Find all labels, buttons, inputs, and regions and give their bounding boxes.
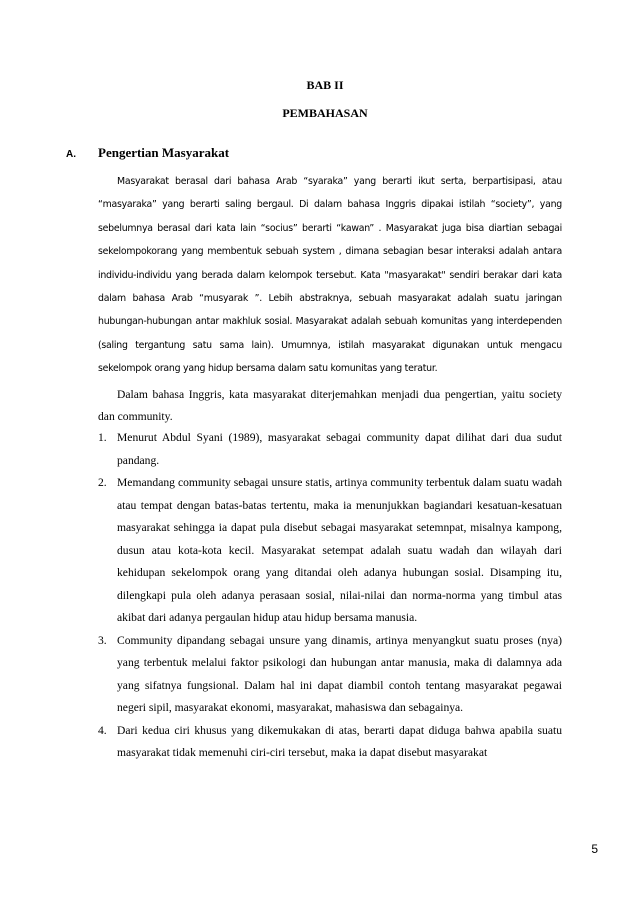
- list-item: [98, 720, 562, 765]
- list-item-text: Menurut Abdul Syani (1989), masyarakat sebagai community dapat dilihat dari dua sudut pandang.: [117, 431, 562, 467]
- numbered-list: [98, 427, 562, 765]
- list-item: [98, 427, 562, 472]
- paragraph-definition: [98, 170, 562, 381]
- section-letter: A.: [66, 149, 76, 160]
- list-item-number: 3.: [98, 633, 107, 647]
- list-item: [98, 630, 562, 720]
- list-item-text: Community dipandang sebagai unsure yang dinamis, artinya menyangkut suatu proses (nya) yang terbentuk melalui faktor psikologi dan hubungan antar manusia, maka di dalamnya ada yang sifatnya fungsional. Dalam hal ini dapat diambil contoh tentang masyarakat pegawai negeri sipil, masyarakat ekonomi, masyarakat, mahasiswa dan sebagainya.: [117, 633, 562, 714]
- list-item-text: Dari kedua ciri khusus yang dikemukakan di atas, berarti dapat diduga bahwa apabila suatu masyarakat tidak memenuhi ciri-ciri tersebut, maka ia dapat disebut masyarakat: [117, 723, 562, 759]
- paragraph-definition-text: Masyarakat berasal dari bahasa Arab “syaraka” yang berarti ikut serta, berpartisipasi, atau “masyaraka” yang berarti saling bergaul. Di dalam bahasa Inggris dipakai istilah “society”, yang sebelumnya berasal dari kata lain “socius” berarti “kawan” . Masyarakat juga bisa diartian sebagai sekelompokorang yang membentuk sebuah system , dimana sebagian besar interaksi adalah antara individu-individu yang berada dalam kelompok tersebut. Kata "masyarakat" sendiri berakar dari kata dalam bahasa Arab “musyarak ”. Lebih abstraknya, sebuah masyarakat adalah suatu jaringan hubungan-hubungan antar makhluk sosial. Masyarakat adalah sebuah komunitas yang interdependen (saling tergantung satu sama lain). Umumnya, istilah masyarakat digunakan untuk mengacu sekelompok orang yang hidup bersama dalam satu komunitas yang teratur.: [98, 176, 562, 375]
- list-item-number: 1.: [98, 431, 107, 444]
- page-number: 5: [591, 842, 598, 856]
- section-heading: [66, 145, 229, 161]
- list-item-text: Memandang community sebagai unsure statis, artinya community terbentuk dalam suatu wadah atau tempat dengan batas-batas tertentu, maka ia menunjukkan bagiandari kesatuan-kesatuan masyarakat sehingga ia dapat pula disebut sebagai masyarakat setemnpat, misalnya kampong, dusun atau kota-kota kecil. Masyarakat setempat adalah suatu wadah dan wilayah dari kehidupan sekelompok orang yang ditandai oleh adanya hubungan sosial. Disamping itu, dilengkapi pula oleh adanya perasaan sosial, nilai-nilai dan norma-norma yang timbul atas akibat dari adanya pergaulan hidup atau hidup bersama manusia.: [117, 476, 562, 624]
- paragraph-english-terms: [98, 384, 562, 427]
- list-item: [98, 472, 562, 630]
- paragraph-english-terms-text: Dalam bahasa Inggris, kata masyarakat diterjemahkan menjadi dua pengertian, yaitu society dan community.: [98, 388, 562, 423]
- chapter-title: PEMBAHASAN: [282, 106, 368, 120]
- list-item-number: 2.: [98, 476, 107, 489]
- section-title: Pengertian Masyarakat: [98, 145, 230, 160]
- list-item-number: 4.: [98, 723, 107, 737]
- chapter-label: BAB II: [306, 78, 344, 92]
